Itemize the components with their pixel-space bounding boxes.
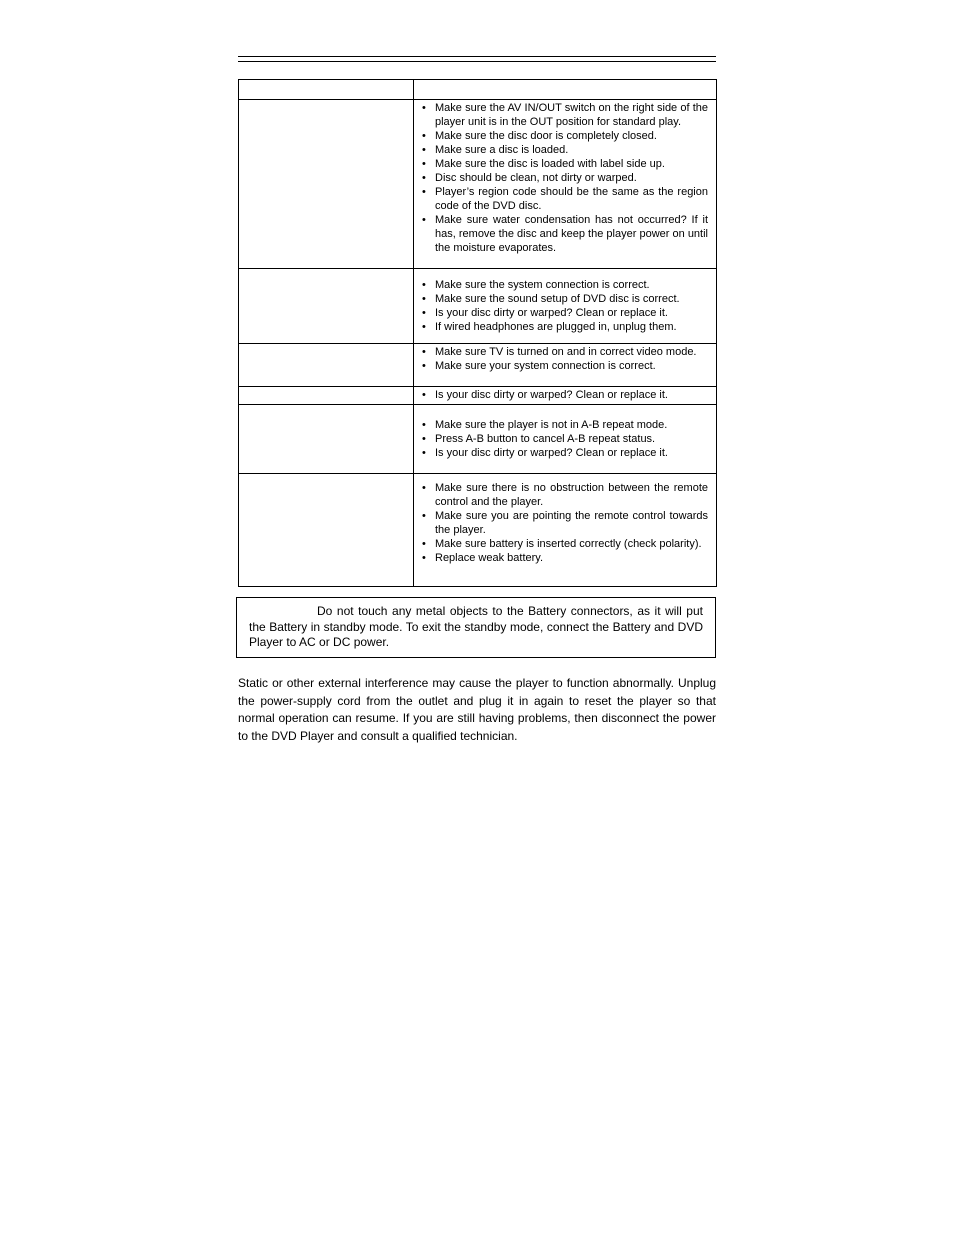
solution-item: • Make sure the system connection is correct. xyxy=(422,278,708,292)
solution-cell xyxy=(414,405,717,474)
symptom-cell xyxy=(239,344,414,387)
symptom-cell xyxy=(239,474,414,587)
symptom-cell xyxy=(239,269,414,344)
solution-item: • Make sure the disc is loaded with label side up. xyxy=(422,157,708,171)
solution-item: • Make sure a disc is loaded. xyxy=(422,143,708,157)
table-row xyxy=(239,269,717,344)
solution-item: • Make sure the player is not in A-B repeat mode. xyxy=(422,418,708,432)
solution-item: • Is your disc dirty or warped? Clean or replace it. xyxy=(422,446,708,460)
solution-item: • Disc should be clean, not dirty or warped. xyxy=(422,171,708,185)
solution-item: • If wired headphones are plugged in, unplug them. xyxy=(422,320,708,334)
battery-note xyxy=(236,597,716,658)
solution-item: • Make sure the sound setup of DVD disc is correct. xyxy=(422,292,708,306)
solution-item: • Make sure water condensation has not occurred? If it has, remove the disc and keep the player power on until the moisture evaporates. xyxy=(422,213,708,255)
table-row xyxy=(239,387,717,405)
table-header-row xyxy=(239,80,717,100)
solution-cell xyxy=(414,100,717,269)
table-row xyxy=(239,344,717,387)
table-row xyxy=(239,474,717,587)
symptom-cell xyxy=(239,387,414,405)
solution-item: • Make sure the disc door is completely closed. xyxy=(422,129,708,143)
solution-item: • Press A-B button to cancel A-B repeat status. xyxy=(422,432,708,446)
table-row xyxy=(239,100,717,269)
interference-paragraph: Static or other external interference may cause the player to function abnormally. Unplug the power-supply cord from the outlet and plug it in again to reset the player so that normal operation can resume. If you are still having problems, then disconnect the power to the DVD Player and consult a qualified technician. xyxy=(238,676,716,743)
solution-item: • Make sure battery is inserted correctly (check polarity). xyxy=(422,537,708,551)
symptom-header xyxy=(239,80,414,100)
solution-item: • Make sure TV is turned on and in correct video mode. xyxy=(422,345,708,359)
troubleshooting-table xyxy=(238,79,717,587)
symptom-cell xyxy=(239,100,414,269)
solution-item: • Make sure you are pointing the remote control towards the player. xyxy=(422,509,708,537)
solution-cell xyxy=(414,474,717,587)
table-row xyxy=(239,405,717,474)
solution-item: • Make sure the AV IN/OUT switch on the right side of the player unit is in the OUT position for standard play. xyxy=(422,101,708,129)
solution-cell xyxy=(414,269,717,344)
solution-header xyxy=(414,80,717,100)
note-text: Do not touch any metal objects to the Battery connectors, as it will put the Battery in standby mode. To exit the standby mode, connect the Battery and DVD Player to AC or DC power. xyxy=(249,604,703,649)
solution-cell xyxy=(414,344,717,387)
solution-item: • Make sure your system connection is correct. xyxy=(422,359,708,373)
header-rule xyxy=(238,56,716,62)
symptom-cell xyxy=(239,405,414,474)
solution-item: • Make sure there is no obstruction between the remote control and the player. xyxy=(422,481,708,509)
solution-item: • Is your disc dirty or warped? Clean or replace it. xyxy=(422,306,708,320)
solution-item: • Replace weak battery. xyxy=(422,551,708,565)
solution-item: • Player’s region code should be the same as the region code of the DVD disc. xyxy=(422,185,708,213)
solution-cell xyxy=(414,387,717,405)
solution-item: • Is your disc dirty or warped? Clean or replace it. xyxy=(422,388,708,402)
